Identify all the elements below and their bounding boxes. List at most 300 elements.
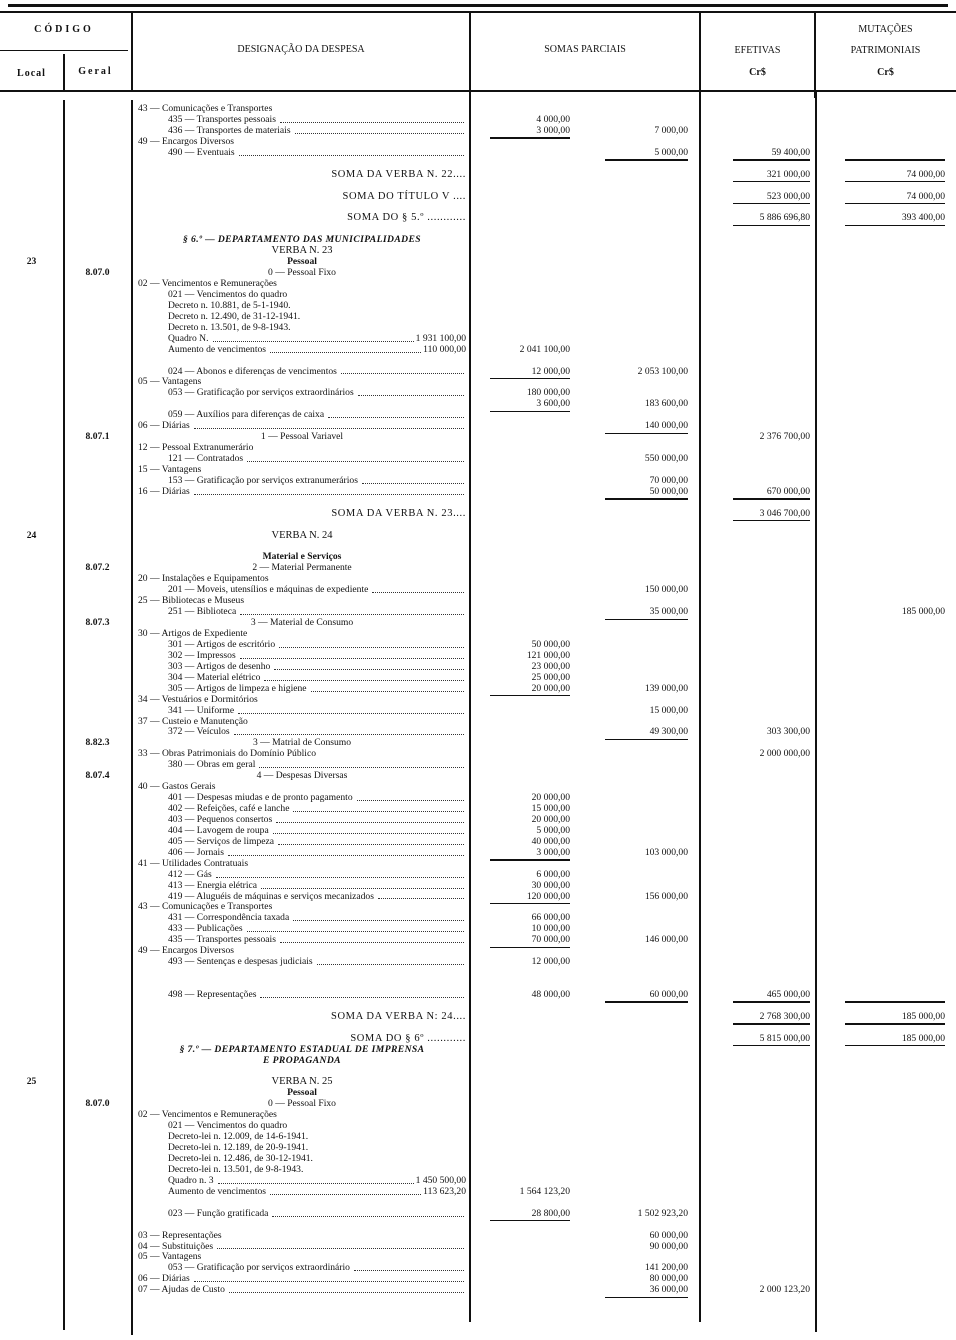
- designacao-text: 49 — Encargos Diversos: [138, 135, 235, 147]
- sum-rule: [605, 1297, 688, 1298]
- designacao-text: 490 — Eventuais: [168, 146, 235, 158]
- table-row: [0, 192, 956, 203]
- soma-parcial-1: 180 000,00: [526, 387, 570, 399]
- designacao-cell: [138, 870, 466, 881]
- dot-leader: [216, 870, 464, 878]
- table-row: [0, 1132, 956, 1143]
- table-row: [0, 859, 956, 870]
- dot-leader: [274, 662, 464, 670]
- designacao-text: Pessoal: [287, 256, 317, 268]
- dot-leader: [317, 957, 464, 965]
- geral-code: 8.07.3: [85, 617, 110, 629]
- dot-leader: [218, 1176, 414, 1184]
- table-row: [0, 465, 956, 476]
- table-row: [0, 148, 956, 159]
- mutacao-amount: 74 000,00: [906, 168, 945, 180]
- designacao-text: SOMA DO § 6º ............: [350, 1032, 466, 1044]
- designacao-text: 49 — Encargos Diversos: [138, 945, 235, 957]
- designacao-cell: [138, 990, 466, 1001]
- designacao-text: SOMA DO TÍTULO V ....: [342, 190, 466, 202]
- dot-leader: [264, 673, 464, 681]
- header-rule: [0, 11, 956, 13]
- designacao-cell: [138, 1045, 466, 1056]
- table-row: [0, 782, 956, 793]
- dot-leader: [295, 126, 464, 134]
- table-row: [0, 684, 956, 695]
- designacao-text: 3 — Matrial de Consumo: [252, 737, 352, 749]
- mutacao-amount: 185 000,00: [901, 606, 945, 618]
- soma-parcial-1: 15 000,00: [531, 803, 570, 814]
- designacao-cell: [138, 345, 466, 356]
- soma-parcial-2: 139 000,00: [644, 682, 688, 694]
- soma-parcial-1: 3 000,00: [536, 846, 570, 858]
- dot-leader: [229, 1285, 464, 1293]
- dot-leader: [272, 1209, 464, 1217]
- designacao-text: 153 — Gratificação por serviços extranumerários: [168, 474, 358, 486]
- designacao-text: 435 — Transportes pessoais: [168, 113, 276, 125]
- table-row: [0, 1110, 956, 1121]
- table-row: [0, 1023, 956, 1034]
- designacao-text: 43 — Comunicações e Transportes: [138, 901, 273, 913]
- soma-parcial-1: 30 000,00: [531, 879, 570, 891]
- efetivas-heading: EFETIVAS: [734, 45, 781, 56]
- soma-parcial-2: 146 000,00: [644, 934, 688, 946]
- table-row: [0, 727, 956, 738]
- designacao-cell: [138, 881, 466, 892]
- designacao-cell: [138, 957, 466, 968]
- efetiva-amount: 3 046 700,00: [759, 507, 810, 519]
- soma-parcial-2: 183 600,00: [644, 398, 688, 410]
- designacao-text: Decreto n. 13.501, de 9-8-1943.: [168, 321, 291, 333]
- soma-parcial-2: 2 053 100,00: [637, 365, 688, 377]
- designacao-text: 06 — Diárias: [138, 420, 190, 432]
- designacao-text: 403 — Pequenos consertos: [168, 813, 273, 825]
- dot-leader: [228, 848, 464, 856]
- designacao-text: 40 — Gastos Gerais: [138, 781, 216, 793]
- designacao-text: 059 — Auxílios para diferenças de caixa: [168, 409, 325, 421]
- dot-leader: [341, 367, 464, 375]
- table-row: [0, 979, 956, 990]
- soma-parcial-2: 70 000,00: [649, 474, 688, 486]
- designacao-cell: [138, 1231, 466, 1242]
- mutacao-amount: 185 000,00: [901, 1010, 945, 1022]
- designacao-text: 413 — Energia elétrica: [168, 879, 258, 891]
- table-row: [0, 673, 956, 684]
- table-row: [0, 1034, 956, 1045]
- table-row: [0, 870, 956, 881]
- designacao-text: Decreto n. 10.881, de 5-1-1940.: [168, 299, 291, 311]
- table-row: [0, 1252, 956, 1263]
- designacao-text: 435 — Transportes pessoais: [168, 934, 276, 946]
- designacao-cell: [138, 859, 466, 870]
- table-row: [0, 1012, 956, 1023]
- designacao-text: 405 — Serviços de limpeza: [168, 835, 275, 847]
- table-row: [0, 662, 956, 673]
- designacao-text: Aumento de vencimentos: [168, 343, 267, 355]
- table-row: [0, 334, 956, 345]
- designacao-text: VERBA N. 23: [271, 245, 333, 257]
- table-row: [0, 946, 956, 957]
- dot-leader: [270, 1187, 421, 1195]
- table-row: [0, 1187, 956, 1198]
- table-row: [0, 815, 956, 826]
- table-row: [0, 1165, 956, 1176]
- soma-parcial-1: 4 000,00: [536, 113, 570, 125]
- efetiva-amount: 303 300,00: [766, 726, 810, 738]
- designacao-cell: [138, 1285, 466, 1296]
- efetiva-amount: 2 000 000,00: [759, 748, 810, 760]
- soma-parcial-2: 15 000,00: [649, 704, 688, 716]
- inline-amount: 1 931 100,00: [415, 332, 466, 344]
- designacao-text: Quadro N.: [168, 332, 209, 344]
- designacao-text: 406 — Jornais: [168, 846, 224, 858]
- local-code: 23: [26, 256, 37, 268]
- divider: [63, 54, 65, 90]
- table-row: [0, 421, 956, 432]
- dot-leader: [354, 1263, 464, 1271]
- designacao-text: SOMA DO § 5.º ............: [347, 212, 466, 224]
- geral-code: 8.07.4: [85, 770, 110, 782]
- table-row: [0, 607, 956, 618]
- soma-parcial-1: 50 000,00: [531, 638, 570, 650]
- designacao-text: Aumento de vencimentos: [168, 1185, 267, 1197]
- designacao-text: Decreto n. 12.490, de 31-12-1941.: [168, 310, 301, 322]
- designacao-cell: [138, 388, 466, 399]
- table-row: [0, 137, 956, 148]
- table-row: [0, 290, 956, 301]
- designacao-text: 493 — Sentenças e despesas judiciais: [168, 956, 313, 968]
- dot-leader: [378, 892, 464, 900]
- soma-parcial-1: 12 000,00: [531, 365, 570, 377]
- local-code: 24: [26, 529, 37, 541]
- table-row: [0, 159, 956, 170]
- table-row: [0, 520, 956, 531]
- designacao-text: 02 — Vencimentos e Remunerações: [138, 278, 277, 289]
- soma-parcial-2: 60 000,00: [649, 988, 688, 1000]
- table-header: [0, 0, 956, 98]
- designacao-text: SOMA DA VERBA N. 22....: [331, 168, 466, 180]
- table-row: [0, 224, 956, 235]
- designacao-text: 04 — Substituições: [138, 1240, 214, 1252]
- table-row: [0, 1121, 956, 1132]
- geral-heading: Geral: [78, 66, 113, 77]
- table-row: [0, 1143, 956, 1154]
- soma-parcial-1: 28 800,00: [531, 1207, 570, 1219]
- inline-amount: 1 450 500,00: [415, 1174, 466, 1186]
- table-row: [0, 104, 956, 115]
- dot-leader: [293, 804, 464, 812]
- soma-parcial-2: 60 000,00: [649, 1229, 688, 1241]
- table-row: [0, 881, 956, 892]
- inline-amount: 110 000,00: [423, 343, 466, 355]
- designacao-text: 498 — Representações: [168, 988, 257, 1000]
- designacao-cell: [138, 695, 466, 706]
- designacao-text: § 7.º — DEPARTAMENTO ESTADUAL DE IMPRENSA: [179, 1043, 425, 1055]
- table-row: [0, 323, 956, 334]
- dot-leader: [239, 148, 464, 156]
- dot-leader: [240, 651, 464, 659]
- designacao-cell: [138, 192, 466, 203]
- designacao-text: SOMA DA VERBA N: 24....: [331, 1010, 466, 1022]
- table-row: [0, 1067, 956, 1078]
- soma-parcial-1: 66 000,00: [531, 912, 570, 924]
- soma-parcial-2: 7 000,00: [654, 124, 688, 136]
- table-row: [0, 246, 956, 257]
- designacao-heading: DESIGNAÇÃO DA DESPESA: [237, 44, 365, 55]
- header-bottom-rule: [470, 90, 956, 92]
- designacao-text: VERBA N. 24: [271, 529, 333, 541]
- designacao-text: 37 — Custeio e Manutenção: [138, 715, 248, 727]
- dot-leader: [217, 1242, 464, 1250]
- soma-parcial-1: 48 000,00: [531, 988, 570, 1000]
- table-row: [0, 1176, 956, 1187]
- table-row: [0, 1154, 956, 1165]
- table-row: [0, 257, 956, 268]
- dot-leader: [372, 585, 464, 593]
- soma-parcial-1: 5 000,00: [536, 824, 570, 836]
- table-row: [0, 542, 956, 553]
- dot-leader: [270, 345, 421, 353]
- designacao-text: 302 — Impressos: [168, 649, 236, 661]
- table-row: [0, 695, 956, 706]
- table-row: [0, 301, 956, 312]
- efetiva-amount: 2 768 300,00: [759, 1010, 810, 1022]
- table-row: [0, 170, 956, 181]
- designacao-text: Quadro n. 3: [168, 1174, 214, 1186]
- designacao-cell: [138, 1209, 466, 1220]
- dot-leader: [273, 826, 464, 834]
- mutacao-amount: 185 000,00: [901, 1032, 945, 1044]
- efetiva-amount: 5 886 696,80: [759, 212, 810, 224]
- dot-leader: [293, 913, 464, 921]
- mutacoes-heading: MUTAÇÕES: [858, 24, 913, 35]
- soma-parcial-2: 35 000,00: [649, 606, 688, 618]
- designacao-text: 412 — Gás: [168, 868, 212, 880]
- table-row: [0, 1220, 956, 1231]
- soma-parcial-1: 121 000,00: [526, 649, 570, 661]
- designacao-text: 372 — Veículos: [168, 726, 230, 738]
- mutacoes-unit: Cr$: [877, 67, 894, 78]
- designacao-text: 021 — Vencimentos do quadro: [168, 288, 288, 300]
- designacao-text: 05 — Vantagens: [138, 1251, 202, 1263]
- table-row: [0, 1088, 956, 1099]
- designacao-text: 0 — Pessoal Fixo: [268, 1098, 336, 1110]
- designacao-cell: [138, 487, 466, 498]
- dot-leader: [247, 924, 464, 932]
- designacao-cell: [138, 170, 466, 181]
- soma-parcial-2: 50 000,00: [649, 485, 688, 497]
- table-row: [0, 902, 956, 913]
- local-heading: Local: [17, 68, 46, 79]
- geral-code: 8.07.2: [85, 562, 110, 574]
- table-row: [0, 990, 956, 1001]
- table-row: [0, 968, 956, 979]
- table-row: [0, 1077, 956, 1088]
- efetivas-unit: Cr$: [749, 67, 766, 78]
- designacao-text: VERBA N. 25: [271, 1076, 333, 1088]
- table-row: [0, 749, 956, 760]
- mutacao-amount: 74 000,00: [906, 190, 945, 202]
- soma-parcial-1: 23 000,00: [531, 660, 570, 672]
- dot-leader: [194, 421, 464, 429]
- dot-leader: [279, 640, 464, 648]
- table-row: [0, 760, 956, 771]
- efetiva-amount: 2 376 700,00: [759, 431, 810, 443]
- table-row: [0, 706, 956, 717]
- designacao-text: Decreto-lei n. 13.501, de 9-8-1943.: [168, 1163, 304, 1175]
- codigo-rule: [0, 50, 128, 51]
- designacao-text: Decreto-lei n. 12.486, de 30-12-1941.: [168, 1153, 313, 1164]
- dot-leader: [362, 476, 464, 484]
- table-row: [0, 509, 956, 520]
- soma-parcial-1: 10 000,00: [531, 923, 570, 935]
- designacao-text: 3 — Material de Consumo: [250, 617, 354, 629]
- efetiva-amount: 465 000,00: [766, 988, 810, 1000]
- table-row: [0, 596, 956, 607]
- dot-leader: [280, 115, 464, 123]
- designacao-text: Decreto-lei n. 12.009, de 14-6-1941.: [168, 1131, 309, 1143]
- efetiva-amount: 59 400,00: [771, 146, 810, 158]
- designacao-text: 431 — Correspondência taxada: [168, 912, 290, 924]
- designacao-cell: [138, 706, 466, 717]
- mutacao-amount: 393 400,00: [901, 212, 945, 224]
- dot-leader: [328, 410, 464, 418]
- designacao-text: 2 — Material Permanente: [252, 562, 352, 574]
- table-row: [0, 235, 956, 246]
- somas-parciais-heading: SOMAS PARCIAIS: [544, 44, 626, 55]
- table-row: [0, 717, 956, 728]
- designacao-text: 341 — Uniforme: [168, 704, 235, 716]
- dot-leader: [213, 334, 414, 342]
- dot-leader: [247, 454, 464, 462]
- table-row: [0, 202, 956, 213]
- soma-parcial-1: 3 000,00: [536, 124, 570, 136]
- designacao-text: 419 — Aluguéis de máquinas e serviços mecanizados: [168, 890, 374, 902]
- soma-parcial-2: 90 000,00: [649, 1240, 688, 1252]
- soma-parcial-2: 141 200,00: [644, 1262, 688, 1274]
- divider: [469, 12, 471, 98]
- soma-parcial-2: 49 300,00: [649, 726, 688, 738]
- table-row: [0, 1231, 956, 1242]
- table-row: [0, 793, 956, 804]
- soma-parcial-1: 12 000,00: [531, 956, 570, 968]
- soma-parcial-1: 70 000,00: [531, 934, 570, 946]
- designacao-text: 053 — Gratificação por serviços extraordinários: [168, 387, 354, 399]
- designacao-text: 4 — Despesas Diversas: [256, 770, 348, 782]
- designacao-text: E PROPAGANDA: [263, 1054, 341, 1066]
- soma-parcial-2: 103 000,00: [644, 846, 688, 858]
- table-row: [0, 531, 956, 542]
- designacao-text: 34 — Vestuários e Dormitórios: [138, 693, 258, 705]
- designacao-text: 436 — Transportes de materiais: [168, 124, 291, 136]
- designacao-text: 404 — Lavogem de roupa: [168, 824, 269, 836]
- soma-parcial-1: 120 000,00: [526, 890, 570, 902]
- table-row: [0, 345, 956, 356]
- designacao-text: 251 — Biblioteca: [168, 606, 237, 618]
- table-row: [0, 498, 956, 509]
- designacao-text: 305 — Artigos de limpeza e higiene: [168, 682, 307, 694]
- designacao-text: Decreto-lei n. 12.189, de 20-9-1941.: [168, 1142, 309, 1154]
- soma-parcial-1: 6 000,00: [536, 868, 570, 880]
- efetiva-amount: 321 000,00: [766, 168, 810, 180]
- dot-leader: [261, 881, 464, 889]
- designacao-text: 05 — Vantagens: [138, 376, 202, 388]
- designacao-cell: [138, 1187, 466, 1198]
- efetiva-amount: 670 000,00: [766, 485, 810, 497]
- soma-parcial-1: 20 000,00: [531, 813, 570, 825]
- geral-code: 8.07.1: [85, 431, 110, 443]
- designacao-cell: [138, 334, 466, 345]
- designacao-text: 1 — Pessoal Variavel: [260, 431, 344, 443]
- inline-amount: 113 623,20: [423, 1185, 466, 1197]
- table-row: [0, 552, 956, 563]
- designacao-text: 121 — Contratados: [168, 453, 244, 464]
- dot-leader: [238, 706, 464, 714]
- designacao-text: 12 — Pessoal Extranumerário: [138, 442, 254, 454]
- dot-leader: [357, 793, 464, 801]
- budget-table-body: [0, 104, 956, 1296]
- table-row: [0, 399, 956, 410]
- designacao-text: SOMA DA VERBA N. 23....: [331, 507, 466, 519]
- dot-leader: [358, 388, 464, 396]
- designacao-cell: [138, 1034, 466, 1045]
- table-row: [0, 1045, 956, 1056]
- designacao-text: Material e Serviços: [262, 551, 342, 563]
- table-row: [0, 312, 956, 323]
- designacao-text: 433 — Publicações: [168, 923, 243, 935]
- table-row: [0, 640, 956, 651]
- designacao-text: 33 — Obras Patrimoniais do Domínio Público: [138, 748, 317, 760]
- table-row: [0, 443, 956, 454]
- table-row: [0, 356, 956, 367]
- designacao-text: 03 — Representações: [138, 1229, 222, 1241]
- dot-leader: [240, 607, 464, 615]
- geral-code: 8.07.0: [85, 267, 110, 279]
- header-bottom-rule: [0, 90, 470, 92]
- dot-leader: [194, 487, 464, 495]
- table-row: [0, 1209, 956, 1220]
- designacao-text: 021 — Vencimentos do quadro: [168, 1120, 288, 1132]
- designacao-text: 024 — Abonos e diferenças de vencimentos: [168, 365, 337, 377]
- designacao-text: 06 — Diárias: [138, 1273, 190, 1285]
- designacao-cell: [138, 509, 466, 520]
- table-row: [0, 213, 956, 224]
- designacao-cell: [138, 213, 466, 224]
- table-row: [0, 804, 956, 815]
- designacao-text: Pessoal: [287, 1087, 317, 1099]
- table-row: [0, 651, 956, 662]
- soma-parcial-1: 20 000,00: [531, 792, 570, 804]
- designacao-text: 303 — Artigos de desenho: [168, 660, 271, 672]
- dot-leader: [194, 1274, 464, 1282]
- patrimoniais-heading: PATRIMONIAIS: [850, 45, 921, 56]
- soma-parcial-1: 2 041 100,00: [519, 343, 570, 355]
- soma-parcial-2: 80 000,00: [649, 1273, 688, 1285]
- designacao-text: 16 — Diárias: [138, 485, 190, 497]
- table-row: [0, 377, 956, 388]
- table-row: [0, 629, 956, 640]
- soma-parcial-2: 550 000,00: [644, 453, 688, 464]
- soma-parcial-1: 20 000,00: [531, 682, 570, 694]
- designacao-text: 053 — Gratificação por serviços extraordinário: [168, 1262, 350, 1274]
- efetiva-amount: 5 815 000,00: [759, 1032, 810, 1044]
- table-row: [0, 837, 956, 848]
- dot-leader: [278, 837, 464, 845]
- efetiva-amount: 2 000 123,20: [759, 1284, 810, 1296]
- designacao-text: § 6.º — DEPARTAMENTO DAS MUNICIPALIDADES: [183, 234, 421, 246]
- table-row: [0, 1056, 956, 1067]
- top-rule: [8, 4, 948, 7]
